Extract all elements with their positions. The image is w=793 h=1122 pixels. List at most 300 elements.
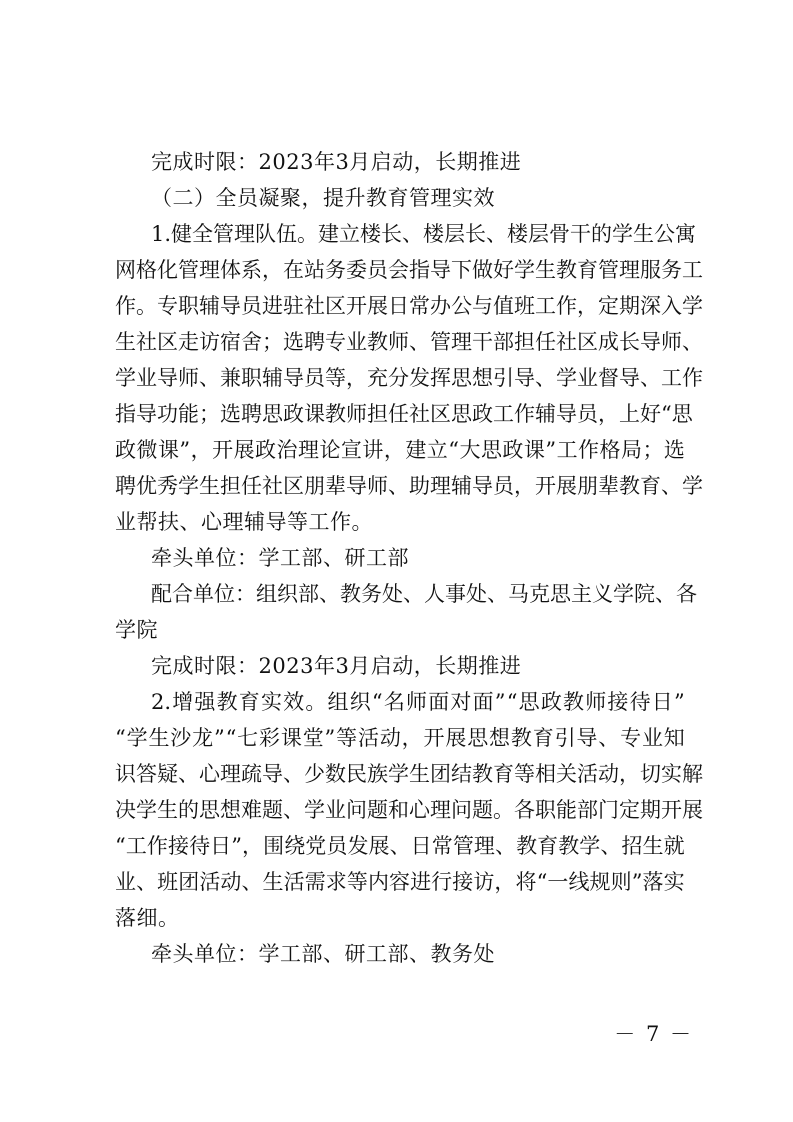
glyph: ” xyxy=(545,438,557,462)
glyph: 辅 xyxy=(451,474,472,498)
glyph: 思 xyxy=(199,798,220,822)
glyph: 党 xyxy=(305,834,327,858)
glyph: 选 xyxy=(220,402,241,426)
glyph: 导 xyxy=(640,330,661,354)
glyph: 期 xyxy=(640,798,661,822)
glyph: 访 xyxy=(199,330,220,354)
glyph: 想 xyxy=(472,366,493,390)
glyph: 待 xyxy=(629,690,651,714)
glyph: 部 xyxy=(493,330,514,354)
glyph: 动 xyxy=(379,726,401,750)
glyph: 队 xyxy=(255,222,277,246)
glyph: 围 xyxy=(263,834,285,858)
glyph: 活 xyxy=(357,726,379,750)
glyph: 题 xyxy=(367,798,388,822)
glyph: 导 xyxy=(220,294,241,318)
glyph: 、 xyxy=(199,366,220,390)
glyph: 处 xyxy=(382,582,403,606)
glyph: 、 xyxy=(388,474,409,498)
glyph: 教 xyxy=(510,726,532,750)
glyph: 区 xyxy=(325,294,346,318)
glyph: 、 xyxy=(402,222,424,246)
glyph: 工 xyxy=(125,834,147,858)
glyph: 教 xyxy=(472,762,493,786)
glyph: 督 xyxy=(598,366,619,390)
glyph: 师 xyxy=(178,366,199,390)
glyph: 学 xyxy=(612,222,634,246)
glyph: 待 xyxy=(189,834,211,858)
glyph: 七 xyxy=(237,726,259,750)
glyph: 立 xyxy=(339,222,361,246)
glyph: 开 xyxy=(346,294,367,318)
glyph: 生 xyxy=(262,870,284,894)
glyph: ， xyxy=(346,366,367,390)
glyph: 学 xyxy=(682,294,703,318)
paragraph-line xyxy=(115,684,685,720)
glyph: 疏 xyxy=(241,762,262,786)
glyph: 内 xyxy=(367,870,389,894)
glyph: 团 xyxy=(430,762,451,786)
paragraph-line xyxy=(115,828,685,864)
glyph: 导 xyxy=(576,726,598,750)
glyph: 辈 xyxy=(598,474,619,498)
glyph: 学 xyxy=(388,762,409,786)
glyph: 业 xyxy=(115,870,136,894)
glyph: 导 xyxy=(283,366,304,390)
glyph: 心 xyxy=(199,762,220,786)
glyph: 定 xyxy=(598,294,619,318)
glyph: ， xyxy=(619,762,640,786)
glyph: 导 xyxy=(556,402,577,426)
glyph: 立 xyxy=(426,438,448,462)
glyph: 理 xyxy=(430,474,451,498)
glyph: 员 xyxy=(304,366,325,390)
glyph: 1. xyxy=(151,222,172,246)
glyph: 务 xyxy=(325,258,346,282)
glyph: 教 xyxy=(619,474,640,498)
glyph: 解 xyxy=(682,762,703,786)
glyph: 员 xyxy=(326,834,348,858)
glyph: 合 xyxy=(172,582,193,606)
glyph: 育 xyxy=(532,726,554,750)
glyph: 任 xyxy=(388,402,409,426)
glyph: 、 xyxy=(600,834,622,858)
glyph: 、 xyxy=(178,762,199,786)
glyph: 开 xyxy=(423,726,445,750)
glyph: 挥 xyxy=(430,366,451,390)
glyph: 名 xyxy=(383,690,405,714)
glyph: 位 xyxy=(214,582,235,606)
glyph: 导 xyxy=(157,366,178,390)
paragraph-line xyxy=(115,288,703,324)
glyph: ， xyxy=(262,258,283,282)
glyph: 作 xyxy=(514,402,535,426)
glyph: 秀 xyxy=(157,474,178,498)
glyph: 长 xyxy=(465,222,487,246)
glyph: 问 xyxy=(346,798,367,822)
glyph: ” xyxy=(213,726,225,750)
glyph: 师 xyxy=(406,690,428,714)
glyph: 疑 xyxy=(157,762,178,786)
glyph: 日 xyxy=(410,834,432,858)
glyph: 工 xyxy=(556,438,578,462)
glyph: 教 xyxy=(367,330,388,354)
glyph: 寓 xyxy=(675,222,697,246)
glyph: 好 xyxy=(493,258,514,282)
glyph: 聘 xyxy=(304,330,325,354)
glyph: 格 xyxy=(599,438,621,462)
glyph: 作 xyxy=(556,294,577,318)
glyph: 心 xyxy=(409,798,430,822)
glyph: 少 xyxy=(304,762,325,786)
glyph: 辅 xyxy=(199,294,220,318)
glyph: 理 xyxy=(619,258,640,282)
glyph: 好 xyxy=(640,402,661,426)
glyph: 政 xyxy=(115,438,136,462)
glyph: “ xyxy=(536,870,548,894)
glyph: 题 xyxy=(472,798,493,822)
glyph: 充 xyxy=(367,366,388,390)
glyph: 工 xyxy=(535,294,556,318)
glyph: 知 xyxy=(663,726,685,750)
glyph: 。 xyxy=(136,294,157,318)
glyph: 楼 xyxy=(507,222,529,246)
glyph: 就 xyxy=(663,834,685,858)
glyph: 与 xyxy=(472,294,493,318)
glyph: 结 xyxy=(451,762,472,786)
glyph: 政 xyxy=(283,402,304,426)
glyph: 一 xyxy=(547,870,569,894)
glyph: 健 xyxy=(171,222,193,246)
glyph: “ xyxy=(225,726,237,750)
glyph: 强 xyxy=(194,690,216,714)
glyph: 展 xyxy=(682,798,703,822)
paragraph-line xyxy=(115,252,703,288)
glyph: 舍 xyxy=(241,330,262,354)
glyph: 部 xyxy=(577,798,598,822)
glyph: 课 xyxy=(304,402,325,426)
glyph: 教 xyxy=(558,834,580,858)
glyph: ， xyxy=(401,726,423,750)
glyph: 干 xyxy=(472,330,493,354)
glyph: 在 xyxy=(283,258,304,282)
glyph: 克 xyxy=(529,582,550,606)
glyph: 活 xyxy=(199,870,221,894)
glyph: 思 xyxy=(467,726,489,750)
glyph: 区 xyxy=(157,330,178,354)
glyph: 、 xyxy=(640,366,661,390)
glyph: 实 xyxy=(260,690,282,714)
glyph: 网 xyxy=(115,258,136,282)
glyph: “ xyxy=(115,834,126,858)
glyph: 。 xyxy=(305,690,327,714)
glyph: 、 xyxy=(655,582,676,606)
glyph: 工 xyxy=(493,402,514,426)
glyph: 生 xyxy=(409,762,430,786)
glyph: 活 xyxy=(283,870,305,894)
glyph: 微 xyxy=(136,438,158,462)
paragraph-line xyxy=(115,216,697,252)
glyph: 兼 xyxy=(220,366,241,390)
glyph: 展 xyxy=(556,474,577,498)
glyph: ” xyxy=(494,690,506,714)
glyph: 数 xyxy=(325,762,346,786)
glyph: 接 xyxy=(167,834,189,858)
glyph: 育 xyxy=(493,762,514,786)
glyph: 各 xyxy=(676,582,697,606)
glyph: 彩 xyxy=(259,726,280,750)
section-heading: （二）全员凝聚，提升教育管理实效 xyxy=(151,186,495,210)
glyph: 社 xyxy=(304,294,325,318)
glyph: 教 xyxy=(516,834,538,858)
glyph: 社 xyxy=(556,330,577,354)
glyph: 职 xyxy=(535,798,556,822)
glyph: 人 xyxy=(424,582,445,606)
glyph: 生 xyxy=(633,222,655,246)
glyph: 楼 xyxy=(423,222,445,246)
glyph: 辅 xyxy=(535,402,556,426)
glyph: 委 xyxy=(346,258,367,282)
glyph: 担 xyxy=(514,330,535,354)
glyph: 导 xyxy=(136,402,157,426)
glyph: 作 xyxy=(115,294,136,318)
glyph: 学 xyxy=(178,474,199,498)
glyph: 、 xyxy=(403,582,424,606)
glyph: 务 xyxy=(361,582,382,606)
glyph: 生 xyxy=(157,798,178,822)
glyph: 公 xyxy=(451,294,472,318)
paragraph-line xyxy=(115,864,685,900)
paragraph-line: 落细。 xyxy=(115,906,180,930)
glyph: 大 xyxy=(459,438,481,462)
glyph: 主 xyxy=(571,582,592,606)
glyph: 值 xyxy=(493,294,514,318)
deadline-line: 完成时限：2023年3月启动，长期推进 xyxy=(151,150,522,174)
deadline-line: 完成时限：2023年3月启动，长期推进 xyxy=(151,654,522,678)
glyph: 指 xyxy=(115,402,136,426)
paragraph-line xyxy=(115,468,703,504)
glyph: 发 xyxy=(347,834,369,858)
glyph: 定 xyxy=(619,798,640,822)
glyph: 宿 xyxy=(220,330,241,354)
glyph: 员 xyxy=(241,294,262,318)
glyph: 助 xyxy=(409,474,430,498)
glyph: 指 xyxy=(409,258,430,282)
glyph: 理 xyxy=(297,438,319,462)
glyph: 等 xyxy=(346,870,368,894)
glyph: 建 xyxy=(405,438,427,462)
glyph: ； xyxy=(642,438,664,462)
glyph: 招 xyxy=(621,834,643,858)
glyph: 区 xyxy=(430,402,451,426)
glyph: 门 xyxy=(598,798,619,822)
glyph: 格 xyxy=(136,258,157,282)
glyph: 朋 xyxy=(304,474,325,498)
glyph: 切 xyxy=(640,762,661,786)
glyph: 实 xyxy=(663,870,685,894)
glyph: 、 xyxy=(241,870,263,894)
glyph: 社 xyxy=(136,330,157,354)
glyph: 、 xyxy=(319,582,340,606)
glyph: 引 xyxy=(554,726,576,750)
glyph: 堂 xyxy=(302,726,324,750)
document-body xyxy=(115,144,703,972)
glyph: 相 xyxy=(535,762,556,786)
glyph: 的 xyxy=(178,798,199,822)
glyph: 管 xyxy=(452,834,474,858)
glyph: 动 xyxy=(598,762,619,786)
glyph: 动 xyxy=(220,870,242,894)
glyph: 员 xyxy=(577,402,598,426)
glyph: 生 xyxy=(115,330,136,354)
glyph: 作 xyxy=(578,438,600,462)
glyph: “ xyxy=(448,438,459,462)
glyph: 育 xyxy=(537,834,559,858)
glyph: ， xyxy=(494,870,516,894)
glyph: 管 xyxy=(430,330,451,354)
glyph: 朋 xyxy=(577,474,598,498)
glyph: 化 xyxy=(157,258,178,282)
glyph: 绕 xyxy=(284,834,306,858)
glyph: 政 xyxy=(472,402,493,426)
glyph: 生 xyxy=(148,726,170,750)
glyph: 导 xyxy=(430,258,451,282)
glyph: 驻 xyxy=(283,294,304,318)
glyph: 、 xyxy=(409,330,430,354)
glyph: 职 xyxy=(178,294,199,318)
glyph: 、 xyxy=(535,366,556,390)
paragraph-line xyxy=(115,432,685,468)
glyph: 任 xyxy=(241,474,262,498)
glyph: 思 xyxy=(518,690,540,714)
glyph: 题 xyxy=(262,798,283,822)
glyph: 理 xyxy=(234,222,256,246)
glyph: 师 xyxy=(367,474,388,498)
lead-unit-line: 牵头单位：学工部、研工部、教务处 xyxy=(151,942,495,966)
glyph: 学 xyxy=(682,474,703,498)
glyph: 活 xyxy=(577,762,598,786)
glyph: 、 xyxy=(494,834,516,858)
glyph: 层 xyxy=(444,222,466,246)
glyph: 。 xyxy=(493,798,514,822)
glyph: 院 xyxy=(634,582,655,606)
glyph: 任 xyxy=(535,330,556,354)
glyph: 引 xyxy=(493,366,514,390)
paragraph-line xyxy=(115,396,693,432)
glyph: 职 xyxy=(241,366,262,390)
glyph: 效 xyxy=(283,690,305,714)
glyph: 层 xyxy=(528,222,550,246)
glyph: ， xyxy=(383,438,405,462)
glyph: 会 xyxy=(388,258,409,282)
glyph: 务 xyxy=(661,258,682,282)
glyph: 公 xyxy=(654,222,676,246)
glyph: 课 xyxy=(157,438,179,462)
glyph: 处 xyxy=(466,582,487,606)
glyph: 业 xyxy=(346,330,367,354)
glyph: 、 xyxy=(283,798,304,822)
glyph: ； xyxy=(262,330,283,354)
glyph: 求 xyxy=(325,870,347,894)
glyph: 理 xyxy=(451,330,472,354)
glyph: 思 xyxy=(480,438,502,462)
glyph: ” xyxy=(231,834,242,858)
glyph: 问 xyxy=(451,798,472,822)
glyph: 政 xyxy=(540,690,562,714)
glyph: 长 xyxy=(619,330,640,354)
cooperating-unit-line xyxy=(115,576,697,612)
glyph: 将 xyxy=(515,870,537,894)
glyph: 聘 xyxy=(115,474,136,498)
glyph: 、 xyxy=(661,474,682,498)
paragraph-line xyxy=(115,720,685,756)
glyph: 学 xyxy=(556,366,577,390)
glyph: 思 xyxy=(550,582,571,606)
glyph: 思 xyxy=(451,402,472,426)
glyph: 体 xyxy=(220,258,241,282)
glyph: 师 xyxy=(585,690,607,714)
glyph: 业 xyxy=(577,366,598,390)
glyph: 师 xyxy=(661,330,682,354)
glyph: 成 xyxy=(598,330,619,354)
glyph: 担 xyxy=(367,402,388,426)
paragraph-line xyxy=(115,324,703,360)
glyph: 功 xyxy=(157,402,178,426)
glyph: 走 xyxy=(178,330,199,354)
glyph: 教 xyxy=(340,582,361,606)
glyph: 实 xyxy=(661,762,682,786)
glyph: 、 xyxy=(136,870,158,894)
glyph: 常 xyxy=(409,294,430,318)
glyph: 生 xyxy=(642,834,664,858)
glyph: 优 xyxy=(136,474,157,498)
glyph: 担 xyxy=(220,474,241,498)
glyph: 课 xyxy=(280,726,302,750)
glyph: 民 xyxy=(346,762,367,786)
glyph: 。 xyxy=(297,222,319,246)
glyph: ” xyxy=(179,438,191,462)
glyph: 面 xyxy=(428,690,450,714)
glyph: 、 xyxy=(598,726,620,750)
glyph: 需 xyxy=(304,870,326,894)
glyph: ， xyxy=(514,474,535,498)
glyph: 想 xyxy=(489,726,511,750)
glyph: 接 xyxy=(452,870,474,894)
cooperating-unit-line: 学院 xyxy=(115,618,158,642)
glyph: 政 xyxy=(502,438,524,462)
glyph: 社 xyxy=(262,474,283,498)
glyph: 展 xyxy=(367,294,388,318)
glyph: 政 xyxy=(255,438,277,462)
glyph: 学 xyxy=(514,258,535,282)
glyph: 部 xyxy=(298,582,319,606)
glyph: 常 xyxy=(431,834,453,858)
glyph: 区 xyxy=(283,474,304,498)
glyph: 专 xyxy=(620,726,642,750)
glyph: 规 xyxy=(589,870,611,894)
glyph: 分 xyxy=(388,366,409,390)
glyph: 思 xyxy=(671,402,693,426)
glyph: 工 xyxy=(682,258,703,282)
glyph: 理 xyxy=(430,798,451,822)
glyph: ， xyxy=(242,834,264,858)
glyph: 生 xyxy=(199,474,220,498)
glyph: 学 xyxy=(579,834,601,858)
glyph: 理 xyxy=(199,258,220,282)
glyph: 、 xyxy=(487,582,508,606)
glyph: 组 xyxy=(327,690,349,714)
glyph: 宣 xyxy=(340,438,362,462)
